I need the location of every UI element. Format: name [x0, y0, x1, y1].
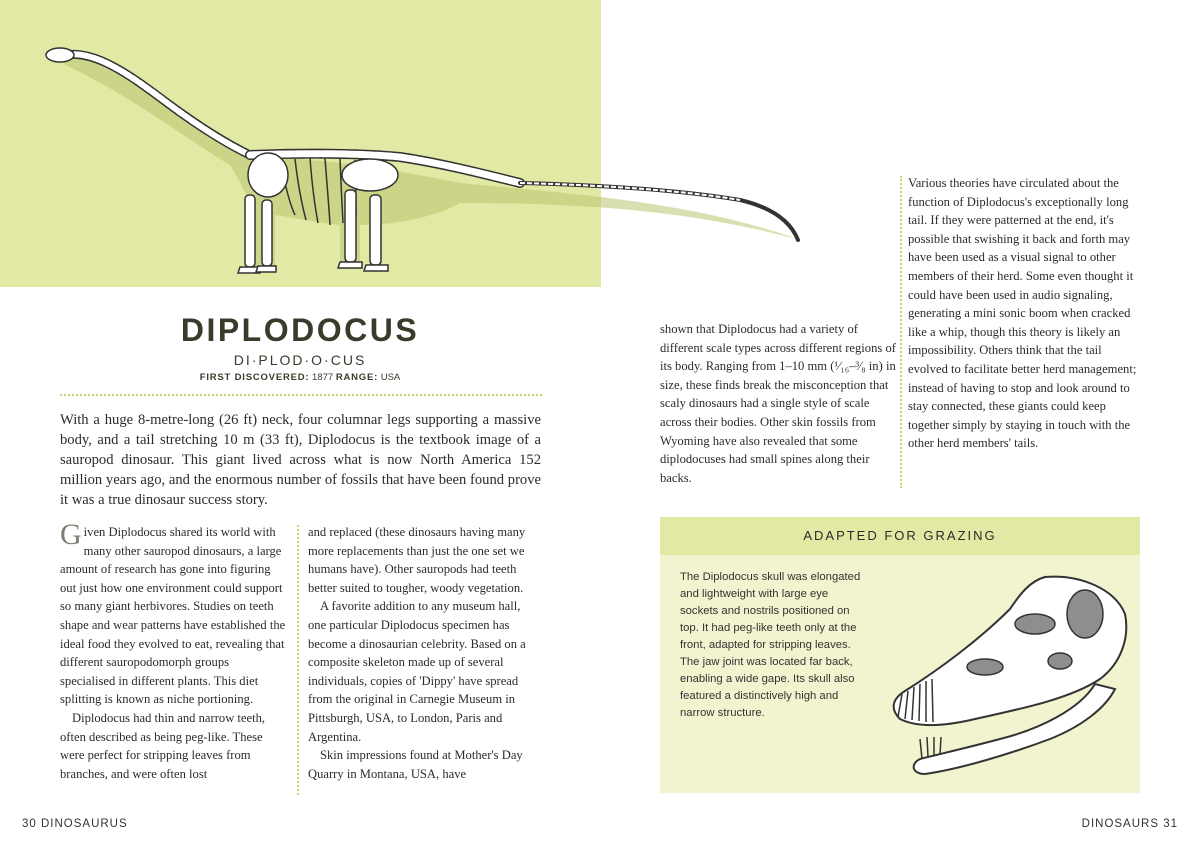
drop-cap: G [60, 518, 82, 551]
body-column-3 [660, 320, 896, 487]
pronunciation: DI·PLOD·O·CUS [233, 352, 367, 368]
column-divider [900, 176, 902, 488]
column-divider [297, 525, 299, 795]
intro-paragraph: With a huge 8-metre-long (26 ft) neck, four columnar legs supporting a massive body, and a tail stretching 10 m (33 ft), Diplodocus is the textbook image of a sauropod dinosaur. This giant lived across what is now North America 152 million years ago, and the enormous number of fossils that have been found prove it was a true dinosaur success story. [60, 412, 541, 508]
paragraph: A favorite addition to any museum hall, one particular Diplodocus specimen has become a dinosaurian celebrity. Based on a composite skeleton made up of several individuals, copies of 'Dippy' have spread from the original in Carnegie Museum in Pittsburgh, USA, to London, Paris and Argentina. [308, 599, 526, 744]
paragraph: Diplodocus had thin and narrow teeth, often described as being peg-like. These were perfect for stripping leaves from branches, and were often lost [60, 710, 266, 781]
page-folio-right: DINOSAURS 31 [1081, 818, 1178, 830]
diplodocus-skeleton-icon [40, 35, 810, 285]
range-label: RANGE: [335, 372, 379, 383]
sidebar-text: The Diplodocus skull was elongated and lightweight with large eye sockets and nostrils positioned on top. It had peg-like teeth only at the front, adapted for stripping leaves. The jaw joint was located far back, enabling a wide gape. Its skull also featured a distinctively high and narrow structure. [680, 571, 861, 719]
species-header [60, 312, 540, 383]
dotted-divider [60, 394, 542, 396]
paragraph: Skin impressions found at Mother's Day Quarry in Montana, USA, have [308, 748, 523, 781]
range-value: USA [380, 372, 401, 383]
paragraph: and replaced (these dinosaurs having many more replacements than just the one set we humans have). Other sauropods had teeth better suited to tougher, woody vegetation. [308, 525, 526, 595]
paragraph: shown that Diplodocus had a variety of different scale types across different regions of its body. Ranging from 1–10 mm (¹⁄₁₆–³⁄₈ in) in size, these finds break the misconception that scaly dinosaurs had a single style of scale across their bodies. Other skin fossils from Wyoming have also revealed that some diplodocuses had small spines along their backs. [660, 322, 896, 485]
body-column-4 [908, 174, 1138, 453]
paragraph: iven Diplodocus shared its world with many other sauropod dinosaurs, a large amount of research has gone into figuring out just how one environment could support so many giant herbivores. Studies on teeth shape and wear patterns have established the ideal food they evolved to eat, revealing that different sauropodomorph groups specialised in different plants. This diet splitting is known as niche portioning. [60, 525, 286, 707]
first-discovered-value: 1877 [312, 372, 334, 383]
body-column-2 [308, 523, 538, 783]
diplodocus-skull-icon [880, 569, 1140, 779]
sidebar-heading: ADAPTED FOR GRAZING [660, 517, 1140, 555]
sidebar-box [660, 517, 1140, 793]
paragraph: Various theories have circulated about the function of Diplodocus's exceptionally long tail. If they were patterned at the end, it's possible that swishing it back and forth may have been used as a visual signal to other members of their herd. Some even thought it could have been used in audio signaling, generating a mini sonic boom when cracked like a whip, though this theory is likely an impossibility. Others think that the tail evolved to facilitate better herd management; instead of having to stop and look around to stay connected, these giants could keep together simply by staying in touch with the other herd members' tails. [908, 176, 1137, 451]
fact-line [60, 372, 540, 383]
page-title: DIPLODOCUS [180, 312, 420, 348]
first-discovered-label: FIRST DISCOVERED: [199, 372, 310, 383]
page-folio-left: 30 DINOSAURUS [22, 818, 128, 830]
body-column-1 [60, 518, 286, 783]
